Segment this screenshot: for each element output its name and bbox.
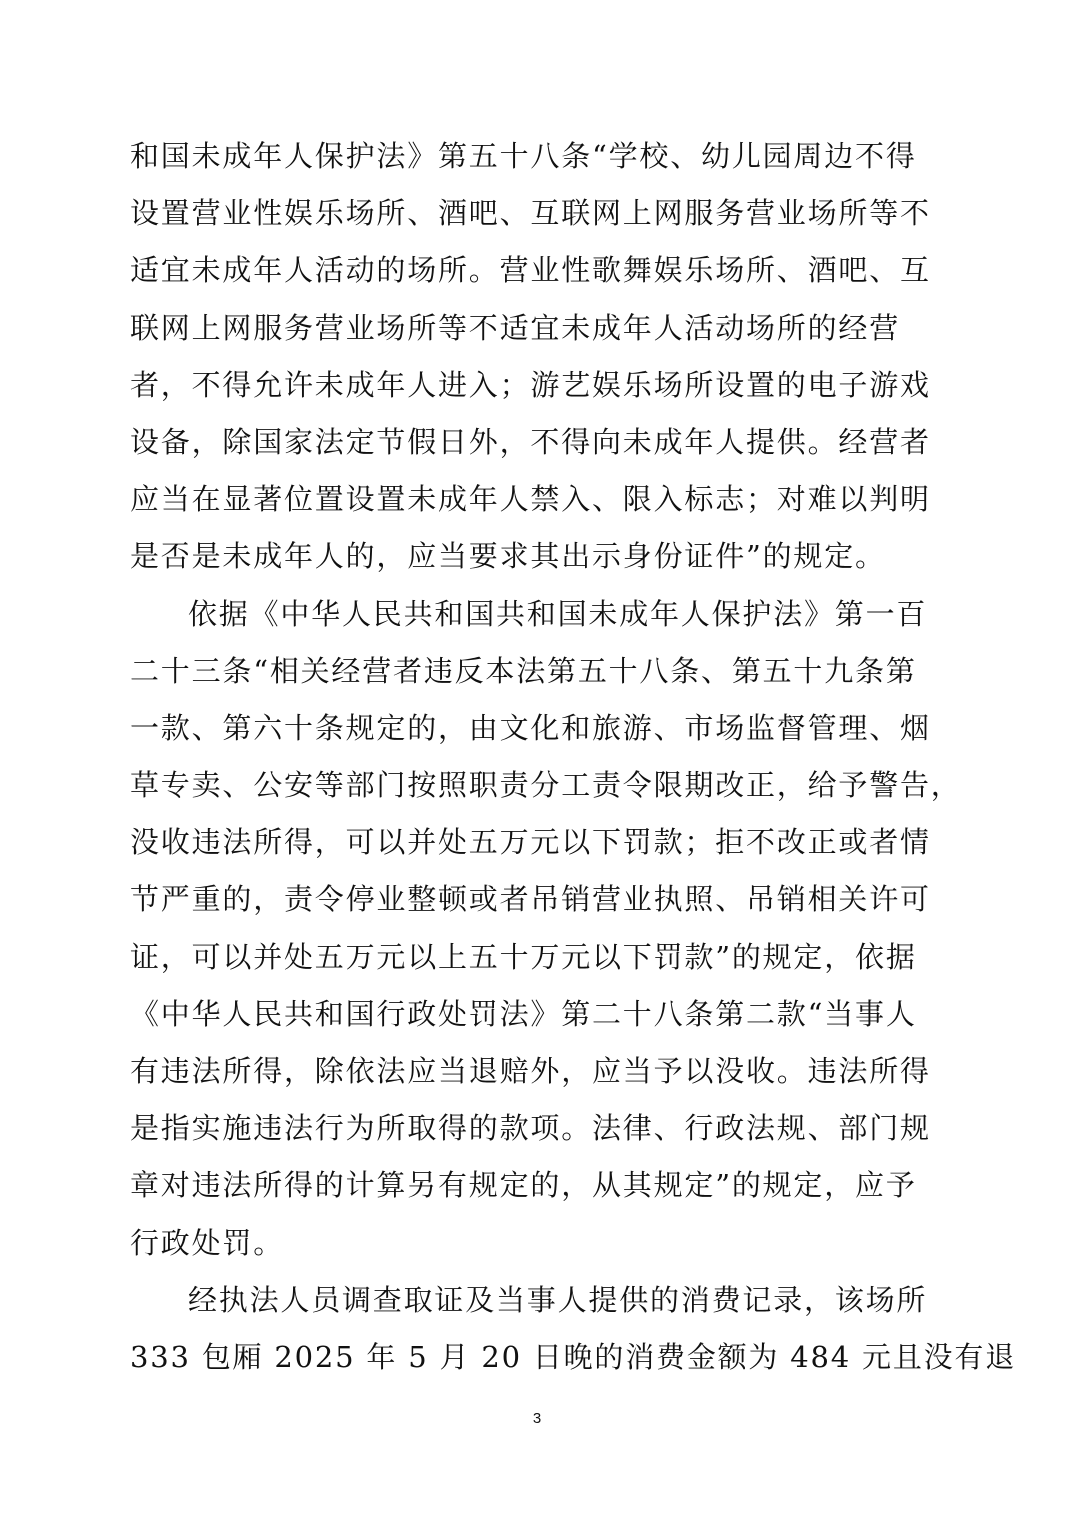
text-line: 联网上网服务营业场所等不适宜未成年人活动场所的经营 bbox=[130, 310, 901, 345]
text-line: 适宜未成年人活动的场所。营业性歌舞娱乐场所、酒吧、互 bbox=[130, 253, 931, 288]
text-line: 《中华人民共和国行政处罚法》第二十八条第二款“当事人 bbox=[130, 996, 917, 1031]
text-line: 有违法所得，除依法应当退赔外，应当予以没收。违法所得 bbox=[130, 1054, 931, 1088]
text-line: 应当在显著位置设置未成年人禁入、限入标志；对难以判明 bbox=[130, 482, 931, 517]
document-body bbox=[130, 128, 1017, 1386]
text-line: 没收违法所得，可以并处五万元以下罚款；拒不改正或者情 bbox=[130, 825, 931, 860]
text-line: 一款、第六十条规定的，由文化和旅游、市场监督管理、烟 bbox=[130, 710, 931, 745]
text-line: 草专卖、公安等部门按照职责分工责令限期改正，给予警告， bbox=[130, 768, 962, 803]
text-line: 节严重的，责令停业整顿或者吊销营业执照、吊销相关许可 bbox=[130, 882, 931, 917]
text-line: 和国未成年人保护法》第五十八条“学校、幼儿园周边不得 bbox=[130, 139, 917, 173]
paragraph-first-line: 经执法人员调查取证及当事人提供的消费记录，该场所 bbox=[188, 1282, 928, 1317]
text-line: 章对违法所得的计算另有规定的，从其规定”的规定，应予 bbox=[130, 1168, 917, 1203]
text-line: 行政处罚。 bbox=[130, 1225, 285, 1260]
text-line: 是指实施违法行为所取得的款项。法律、行政法规、部门规 bbox=[130, 1111, 931, 1146]
text-line: 是否是未成年人的，应当要求其出示身份证件”的规定。 bbox=[130, 539, 886, 574]
text-line: 333 包厢 2025 年 5 月 20 日晚的消费金额为 484 元且没有退 bbox=[130, 1339, 1017, 1374]
text-line: 设置营业性娱乐场所、酒吧、互联网上网服务营业场所等不 bbox=[130, 196, 931, 231]
paragraph-first-line: 依据《中华人民共和国共和国未成年人保护法》第一百 bbox=[188, 596, 928, 631]
page-number: 3 bbox=[532, 1410, 542, 1427]
text-line: 证，可以并处五万元以上五十万元以下罚款”的规定，依据 bbox=[130, 939, 917, 974]
text-line: 者，不得允许未成年人进入；游艺娱乐场所设置的电子游戏 bbox=[130, 367, 931, 402]
text-line: 二十三条“相关经营者违反本法第五十八条、第五十九条第 bbox=[130, 653, 917, 688]
text-line: 设备，除国家法定节假日外，不得向未成年人提供。经营者 bbox=[130, 424, 931, 459]
